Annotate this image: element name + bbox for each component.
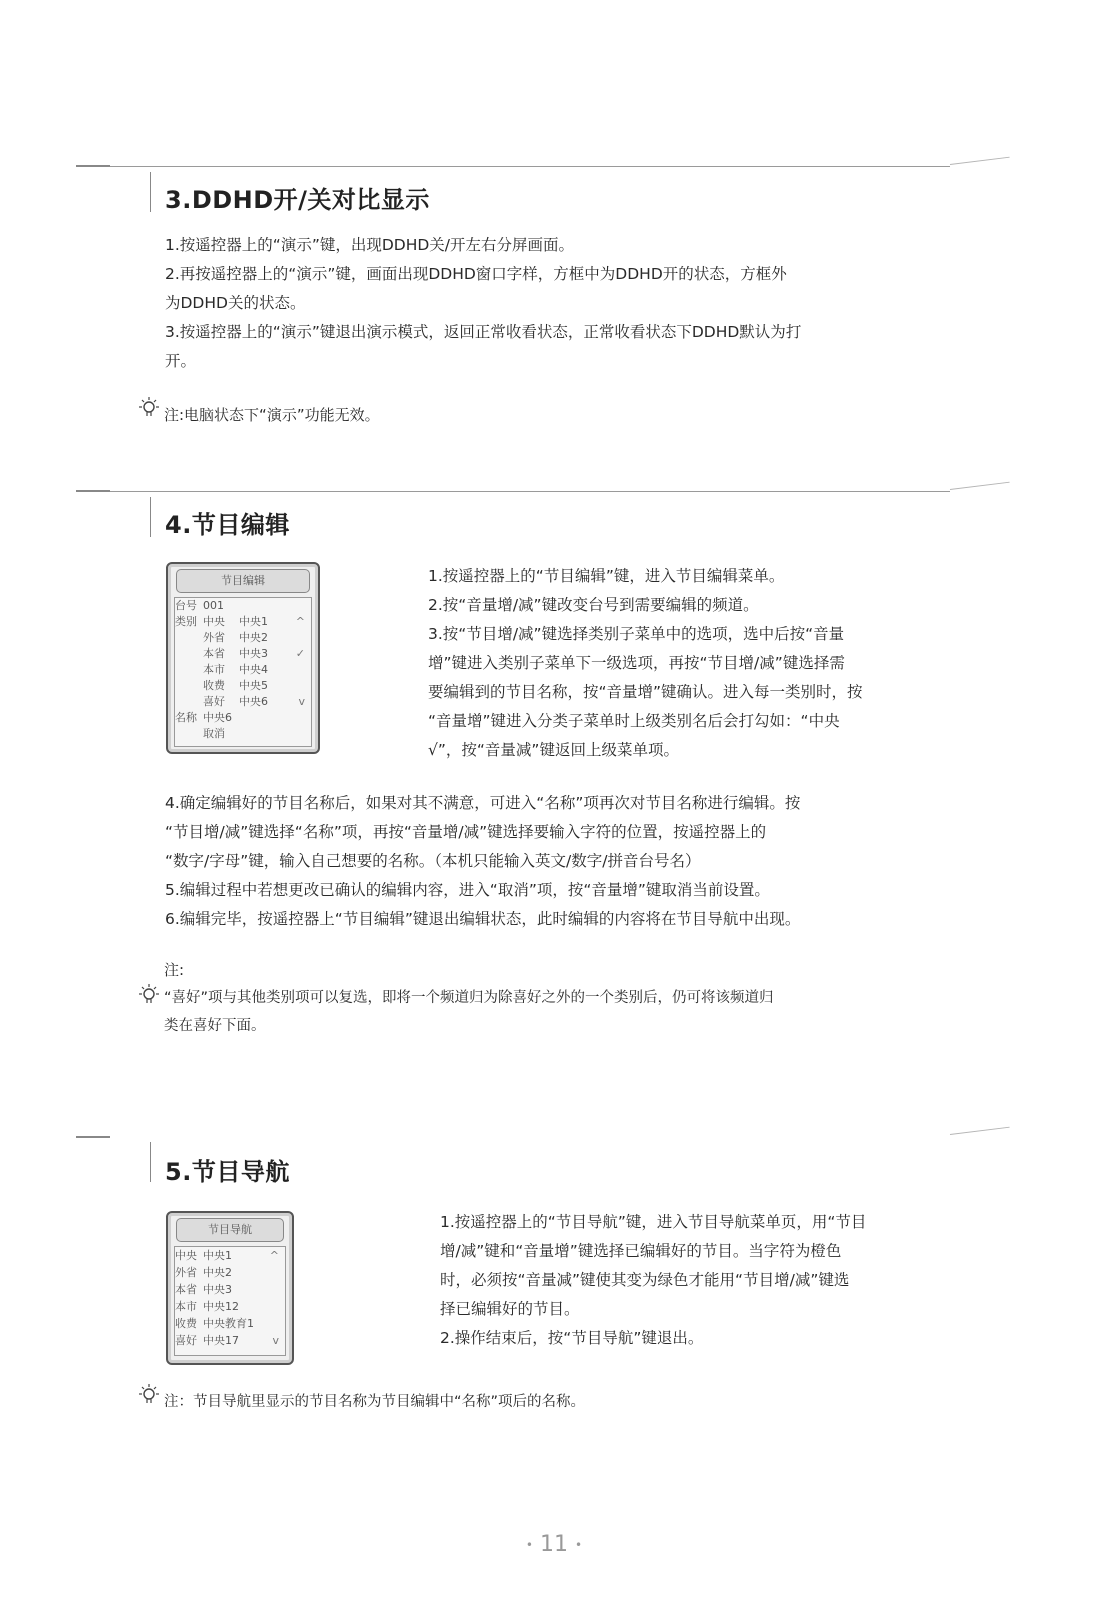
menu-body bbox=[174, 597, 312, 747]
paragraph: 择已编辑好的节目。 bbox=[440, 1300, 580, 1318]
paragraph: 3.按遥控器上的“演示”键退出演示模式，返回正常收看状态，正常收看状态下DDHD默认为打 bbox=[165, 323, 802, 341]
paragraph: 要编辑到的节目名称，按“音量增”键确认。进入每一类别时，按 bbox=[428, 683, 863, 701]
header-rule-dash bbox=[76, 1136, 110, 1138]
menu-value: 本市 bbox=[203, 663, 225, 676]
program-guide-menu bbox=[166, 1211, 294, 1365]
menu-channel: 中央2 bbox=[203, 1266, 232, 1279]
menu-row bbox=[175, 1247, 285, 1264]
section-title: 4.节目编辑 bbox=[165, 511, 290, 539]
note-text: 注:电脑状态下“演示”功能无效。 bbox=[164, 406, 380, 424]
paragraph: “数字/字母”键，输入自己想要的名称。（本机只能输入英文/数字/拼音台号名） bbox=[165, 852, 701, 870]
paragraph: 6.编辑完毕，按遥控器上“节目编辑”键退出编辑状态，此时编辑的内容将在节目导航中出现。 bbox=[165, 910, 801, 928]
paragraph: 5.编辑过程中若想更改已确认的编辑内容，进入“取消”项，按“音量增”键取消当前设置。 bbox=[165, 881, 770, 899]
header-rule-dash bbox=[76, 490, 110, 492]
menu-channel: 中央6 bbox=[239, 695, 268, 708]
menu-row bbox=[175, 614, 311, 630]
note-text: 注：节目导航里显示的节目名称为节目编辑中“名称”项后的名称。 bbox=[164, 1394, 586, 1410]
menu-channel: 中央3 bbox=[239, 647, 268, 660]
scroll-up-icon: ^ bbox=[295, 615, 305, 628]
page-number-dot-left: • bbox=[525, 1538, 533, 1552]
menu-row bbox=[175, 1281, 285, 1298]
menu-label: 喜好 bbox=[175, 1334, 197, 1347]
menu-channel: 中央1 bbox=[239, 615, 268, 628]
menu-row bbox=[175, 710, 311, 726]
menu-row bbox=[175, 726, 311, 742]
title-bar bbox=[150, 172, 151, 212]
menu-row bbox=[175, 694, 311, 710]
page-number bbox=[0, 1532, 1108, 1557]
menu-value: 001 bbox=[203, 599, 224, 612]
menu-value: 喜好 bbox=[203, 695, 225, 708]
menu-row bbox=[175, 646, 311, 662]
menu-row bbox=[175, 1264, 285, 1281]
menu-value: 中央6 bbox=[203, 711, 232, 724]
menu-label: 本省 bbox=[175, 1283, 197, 1296]
menu-title: 节目编辑 bbox=[176, 569, 310, 593]
section-title: 3.DDHD开/关对比显示 bbox=[165, 186, 430, 214]
menu-title: 节目导航 bbox=[176, 1218, 284, 1242]
menu-row bbox=[175, 1315, 285, 1332]
menu-channel: 中央3 bbox=[203, 1283, 232, 1296]
menu-value: 本省 bbox=[203, 647, 225, 660]
lightbulb-icon bbox=[136, 982, 162, 1008]
menu-row bbox=[175, 1332, 285, 1349]
page-number-value: 11 bbox=[540, 1532, 568, 1557]
checkmark-icon: ✓ bbox=[295, 647, 305, 660]
menu-label: 收费 bbox=[175, 1317, 197, 1330]
note-label: 注: bbox=[164, 961, 185, 979]
paragraph: 增”键进入类别子菜单下一级选项，再按“节目增/减”键选择需 bbox=[428, 654, 845, 672]
menu-label: 类别 bbox=[175, 615, 197, 628]
menu-label: 本市 bbox=[175, 1300, 197, 1313]
menu-body bbox=[174, 1246, 286, 1356]
menu-row bbox=[175, 630, 311, 646]
body-text bbox=[165, 789, 1045, 934]
paragraph: 4.确定编辑好的节目名称后，如果对其不满意，可进入“名称”项再次对节目名称进行编辑。按 bbox=[165, 794, 801, 812]
header-rule bbox=[110, 166, 950, 167]
lightbulb-icon bbox=[136, 1382, 162, 1408]
paragraph: 时，必须按“音量减”键使其变为绿色才能用“节目增/减”键选 bbox=[440, 1271, 850, 1289]
title-bar bbox=[150, 497, 151, 537]
program-edit-menu bbox=[166, 562, 320, 754]
menu-channel: 中央5 bbox=[239, 679, 268, 692]
menu-value: 收费 bbox=[203, 679, 225, 692]
note-text bbox=[164, 984, 1034, 1040]
paragraph: 为DDHD关的状态。 bbox=[165, 294, 306, 312]
menu-value: 外省 bbox=[203, 631, 225, 644]
paragraph: √”，按“音量减”键返回上级菜单项。 bbox=[428, 741, 679, 759]
lightbulb-icon bbox=[136, 395, 162, 421]
menu-channel: 中央17 bbox=[203, 1334, 239, 1347]
menu-channel: 中央2 bbox=[239, 631, 268, 644]
note-line: 类在喜好下面。 bbox=[164, 1018, 266, 1034]
paragraph: 2.再按遥控器上的“演示”键，画面出现DDHD窗口字样，方框中为DDHD开的状态，方框外 bbox=[165, 265, 787, 283]
menu-row bbox=[175, 598, 311, 614]
menu-row bbox=[175, 662, 311, 678]
title-bar bbox=[150, 1142, 151, 1182]
scroll-down-icon: v bbox=[298, 695, 305, 708]
paragraph: 3.按“节目增/减”键选择类别子菜单中的选项，选中后按“音量 bbox=[428, 625, 845, 643]
header-rule bbox=[110, 491, 950, 492]
note-line: “喜好”项与其他类别项可以复选，即将一个频道归为除喜好之外的一个类别后，仍可将该频道归 bbox=[164, 990, 774, 1006]
header-rule-tail bbox=[950, 1127, 1010, 1135]
page-number-dot-right: • bbox=[575, 1538, 583, 1552]
scroll-up-icon: ^ bbox=[269, 1249, 279, 1262]
section-title: 5.节目导航 bbox=[165, 1158, 290, 1186]
paragraph: 增/减”键和“音量增”键选择已编辑好的节目。当字符为橙色 bbox=[440, 1242, 842, 1260]
header-rule-tail bbox=[950, 482, 1010, 490]
paragraph: 1.按遥控器上的“节目导航”键，进入节目导航菜单页，用“节目 bbox=[440, 1213, 867, 1231]
menu-row bbox=[175, 678, 311, 694]
menu-label: 台号 bbox=[175, 599, 197, 612]
header-rule-dash bbox=[76, 165, 110, 167]
menu-channel: 中央1 bbox=[203, 1249, 232, 1262]
side-text bbox=[428, 562, 1018, 765]
menu-value: 取消 bbox=[203, 727, 225, 740]
body-text bbox=[165, 231, 1005, 376]
menu-label: 名称 bbox=[175, 711, 197, 724]
paragraph: 2.按“音量增/减”键改变台号到需要编辑的频道。 bbox=[428, 596, 759, 614]
paragraph: “音量增”键进入分类子菜单时上级类别名后会打勾如：“中央 bbox=[428, 712, 840, 730]
header-rule-tail bbox=[950, 157, 1010, 165]
scroll-down-icon: v bbox=[272, 1334, 279, 1347]
menu-channel: 中央教育1 bbox=[203, 1317, 254, 1330]
menu-label: 外省 bbox=[175, 1266, 197, 1279]
side-text bbox=[440, 1208, 1020, 1353]
menu-label: 中央 bbox=[175, 1249, 197, 1262]
menu-channel: 中央12 bbox=[203, 1300, 239, 1313]
paragraph: 1.按遥控器上的“演示”键，出现DDHD关/开左右分屏画面。 bbox=[165, 236, 575, 254]
menu-value: 中央 bbox=[203, 615, 225, 628]
menu-row bbox=[175, 1298, 285, 1315]
menu-channel: 中央4 bbox=[239, 663, 268, 676]
paragraph: “节目增/减”键选择“名称”项，再按“音量增/减”键选择要输入字符的位置，按遥控器上的 bbox=[165, 823, 767, 841]
paragraph: 2.操作结束后，按“节目导航”键退出。 bbox=[440, 1329, 704, 1347]
paragraph: 1.按遥控器上的“节目编辑”键，进入节目编辑菜单。 bbox=[428, 567, 785, 585]
paragraph: 开。 bbox=[165, 352, 197, 370]
